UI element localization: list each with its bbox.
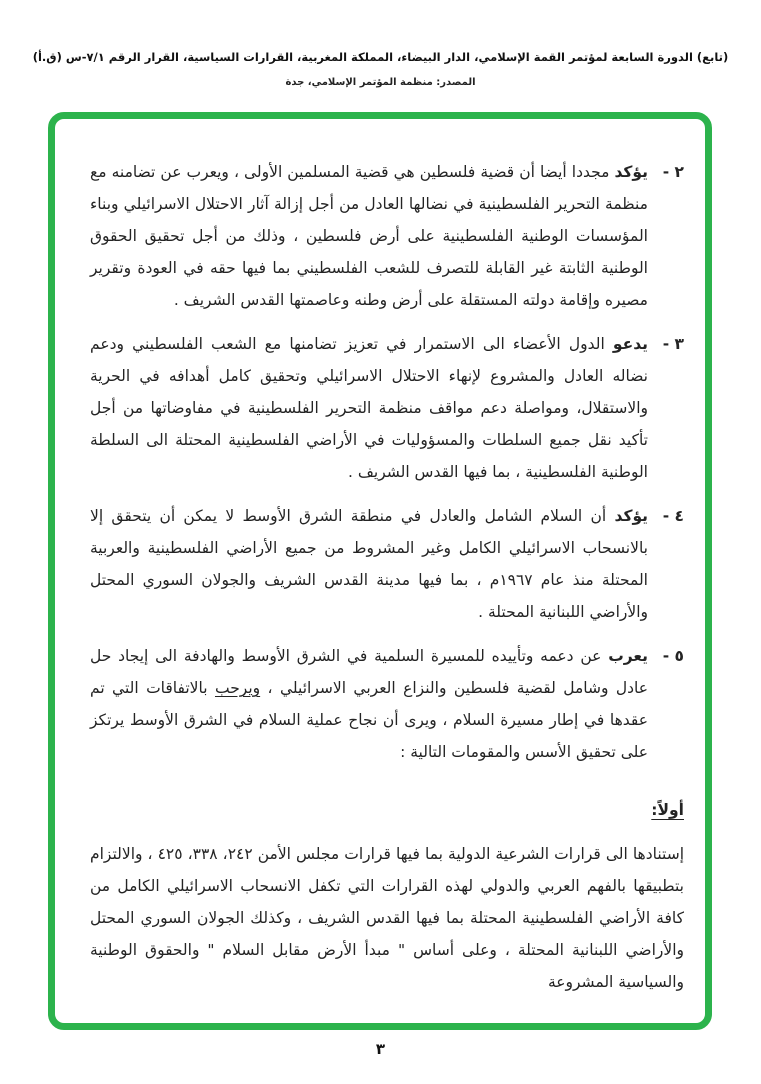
page-number: ٣ [375, 1040, 386, 1058]
item-text-2 [90, 156, 648, 316]
item-lead-2: يؤكد [614, 163, 648, 181]
item-body-3: الدول الأعضاء الى الاستمرار في تعزيز تضامنها مع الشعب الفلسطيني ودعم نضاله العادل والمشروع لإنهاء الاحتلال الاسرائيلي وتحقيق كامل أهدافه في الحرية والاستقلال، ومواصلة دعم مواقف منظمة التحرير الفلسطينية في مفاوضاتها من أجل تأكيد نقل جميع السلطات والمسؤوليات في الأراضي الفلسطينية المحتلة الى السلطة الوطنية الفلسطينية ، بما فيها القدس الشريف . [90, 335, 648, 481]
list-item-3 [90, 328, 684, 488]
item-number-4: ٤ - [662, 507, 684, 525]
section-paragraph: إستنادها الى قرارات الشرعية الدولية بما فيها قرارات مجلس الأمن ٢٤٢، ٣٣٨، ٤٢٥ ، والالتزام بتطبيقها بالفهم العربي والدولي لهذه القرارات التي تكفل الانسحاب الاسرائيلي الكامل من كافة الأراضي الفلسطينية المحتلة بما فيها القدس الشريف ، وكذلك الجولان السوري المحتل والأراضي اللبنانية المحتلة ، وعلى أساس " مبدأ الأرض مقابل السلام " والحقوق الوطنية والسياسية المشروعة [90, 845, 684, 991]
item-body-5-before: عن دعمه وتأييده للمسيرة السلمية في الشرق الأوسط والهادفة الى إيجاد حل عادل وشامل لقضية فلسطين والنزاع العربي الاسرائيلي ، [90, 647, 649, 697]
document-body [48, 112, 712, 1030]
item-lead-4: يؤكد [614, 507, 648, 525]
section-title-text: أولاً: [651, 801, 684, 819]
document-header [0, 50, 761, 88]
item-text-3 [90, 328, 648, 488]
item-body-4: أن السلام الشامل والعادل في منطقة الشرق الأوسط لا يمكن أن يتحقق إلا بالانسحاب الاسرائيلي الكامل وغير المشروط من جميع الأراضي الفلسطينية والعربية المحتلة منذ عام ١٩٦٧م ، بما فيها مدينة القدس الشريف والجولان السوري المحتل والأراضي اللبنانية المحتلة . [90, 507, 648, 621]
item-lead-5: يعرب [608, 647, 649, 665]
header-title: (تابع) الدورة السابعة لمؤتمر القمة الإسلامي، الدار البيضاء، المملكة المغربية، القرارات السياسية، القرار الرقم ٧/١-س (ق.أ) [32, 50, 729, 64]
list-item-5 [90, 640, 684, 768]
item-number-2: ٢ - [662, 163, 684, 181]
item-underlined-word: ويرحب [214, 679, 261, 697]
item-lead-3: يدعو [612, 335, 648, 353]
item-text-5 [90, 640, 648, 768]
item-body-2: مجددا أيضا أن قضية فلسطين هي قضية المسلمين الأولى ، ويعرب عن تضامنه مع منظمة التحرير الفلسطينية في نضالها العادل من أجل إزالة آثار الاحتلال الاسرائيلي وبناء المؤسسات الوطنية الفلسطينية على أرض فلسطين ، وذلك من أجل تحقيق الحقوق الوطنية الثابتة غير القابلة للتصرف للشعب الفلسطيني بما فيها حقه في العودة وتقرير مصيره وإقامة دولته المستقلة على أرض وطنه وعاصمتها القدس الشريف . [90, 163, 648, 309]
item-text-4 [90, 500, 648, 628]
list-item-2 [90, 156, 684, 316]
section-title-first [90, 794, 684, 826]
header-source: المصدر: منظمة المؤتمر الإسلامي، جدة [285, 77, 476, 88]
item-body-5-after: بالاتفاقات التي تم عقدها في إطار مسيرة السلام ، ويرى أن نجاح عملية السلام في الشرق الأوسط يرتكز على تحقيق الأسس والمقومات التالية : [90, 679, 648, 761]
item-number-5: ٥ - [662, 647, 684, 665]
list-item-4 [90, 500, 684, 628]
item-number-3: ٣ - [662, 335, 684, 353]
